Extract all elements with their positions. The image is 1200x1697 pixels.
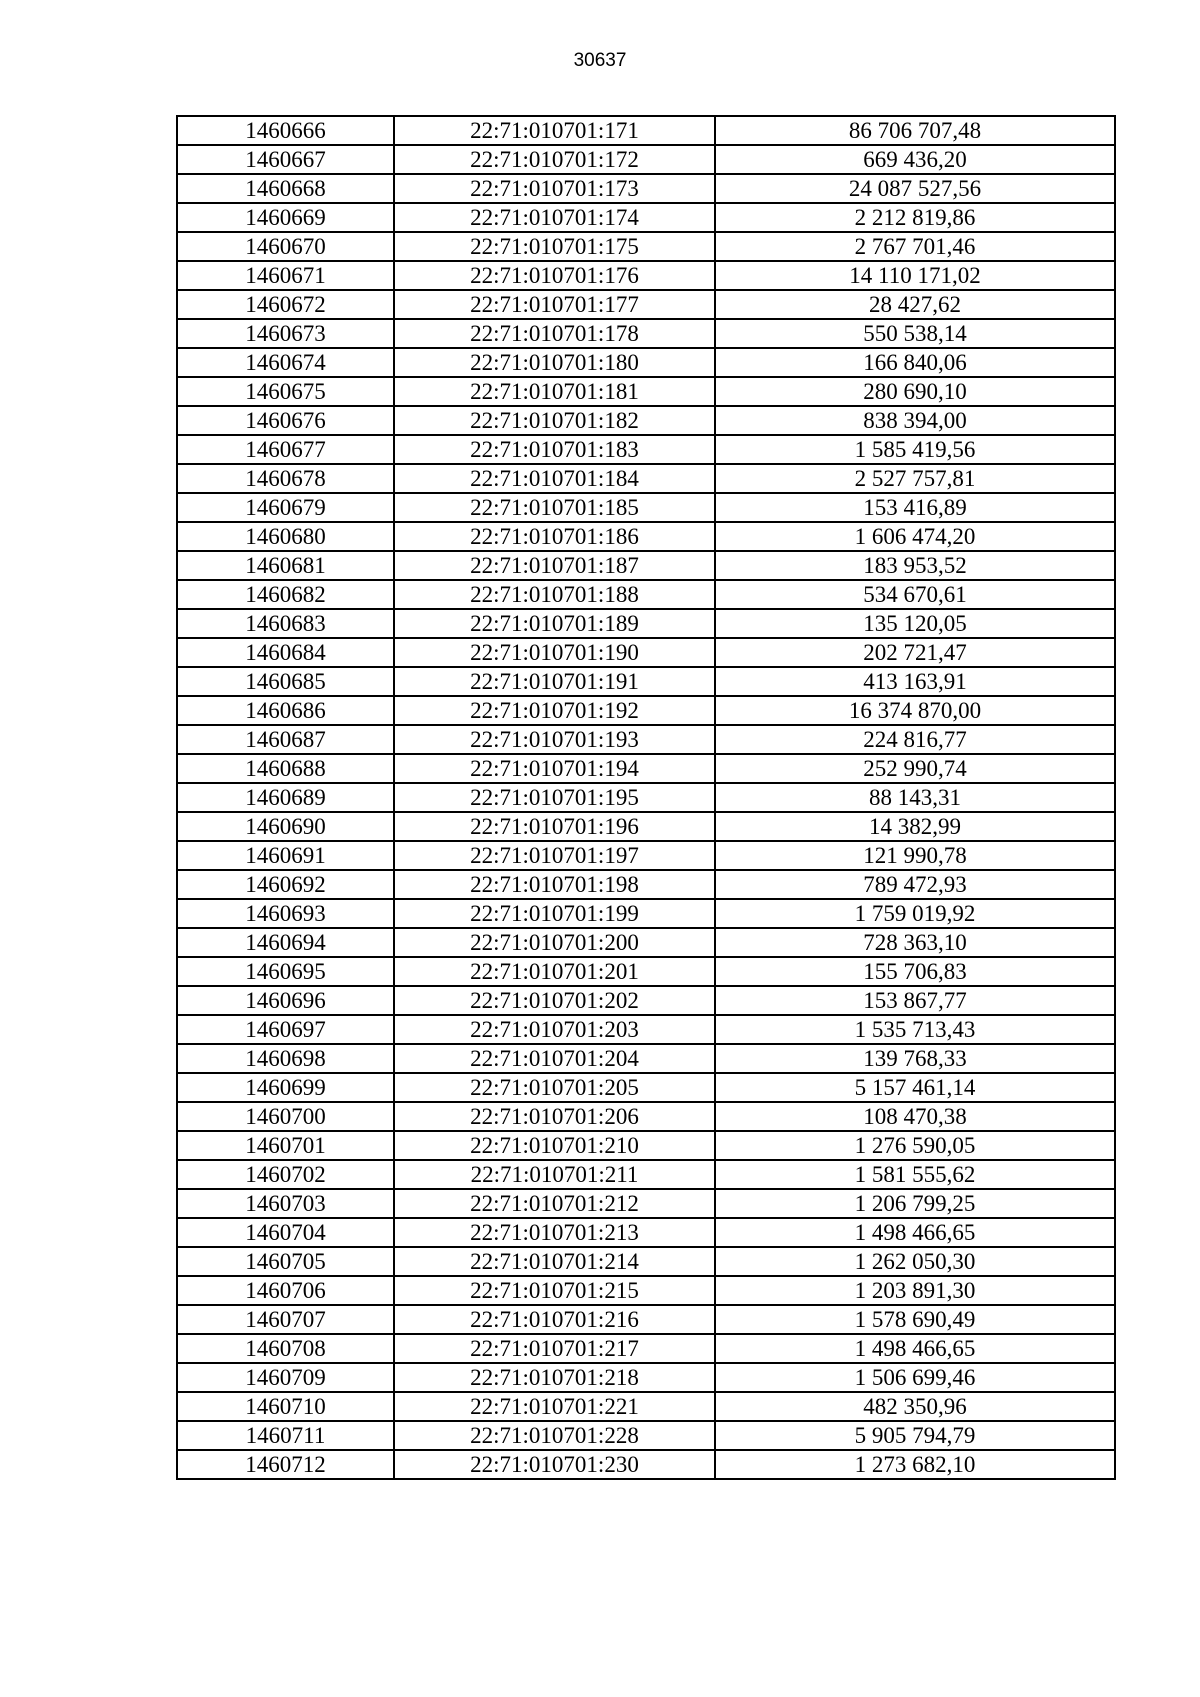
cadastral-value-cell: 2 767 701,46 xyxy=(715,232,1115,261)
cadastral-number-cell: 22:71:010701:228 xyxy=(394,1421,715,1450)
cadastral-number-cell: 22:71:010701:198 xyxy=(394,870,715,899)
table-row xyxy=(177,1189,1115,1218)
cadastral-value-cell: 14 110 171,02 xyxy=(715,261,1115,290)
row-number-cell: 1460709 xyxy=(177,1363,394,1392)
cadastral-number-cell: 22:71:010701:201 xyxy=(394,957,715,986)
row-number-cell: 1460673 xyxy=(177,319,394,348)
cadastral-number-cell: 22:71:010701:196 xyxy=(394,812,715,841)
cadastral-value-cell: 1 203 891,30 xyxy=(715,1276,1115,1305)
row-number-cell: 1460675 xyxy=(177,377,394,406)
cadastral-value-cell: 413 163,91 xyxy=(715,667,1115,696)
row-number-cell: 1460703 xyxy=(177,1189,394,1218)
table-row xyxy=(177,464,1115,493)
row-number-cell: 1460668 xyxy=(177,174,394,203)
cadastral-value-cell: 1 206 799,25 xyxy=(715,1189,1115,1218)
cadastral-number-cell: 22:71:010701:177 xyxy=(394,290,715,319)
row-number-cell: 1460690 xyxy=(177,812,394,841)
cadastral-number-cell: 22:71:010701:185 xyxy=(394,493,715,522)
row-number-cell: 1460710 xyxy=(177,1392,394,1421)
cadastral-number-cell: 22:71:010701:197 xyxy=(394,841,715,870)
table-row xyxy=(177,638,1115,667)
cadastral-number-cell: 22:71:010701:189 xyxy=(394,609,715,638)
row-number-cell: 1460686 xyxy=(177,696,394,725)
row-number-cell: 1460694 xyxy=(177,928,394,957)
row-number-cell: 1460712 xyxy=(177,1450,394,1479)
table-row xyxy=(177,580,1115,609)
cadastral-value-cell: 135 120,05 xyxy=(715,609,1115,638)
cadastral-number-cell: 22:71:010701:200 xyxy=(394,928,715,957)
cadastral-value-cell: 1 606 474,20 xyxy=(715,522,1115,551)
cadastral-value-cell: 789 472,93 xyxy=(715,870,1115,899)
table-row xyxy=(177,870,1115,899)
page-number: 30637 xyxy=(573,50,627,71)
cadastral-value-cell: 1 498 466,65 xyxy=(715,1334,1115,1363)
row-number-cell: 1460681 xyxy=(177,551,394,580)
table-row xyxy=(177,609,1115,638)
cadastral-number-cell: 22:71:010701:173 xyxy=(394,174,715,203)
row-number-cell: 1460705 xyxy=(177,1247,394,1276)
cadastral-value-cell: 1 535 713,43 xyxy=(715,1015,1115,1044)
cadastral-number-cell: 22:71:010701:181 xyxy=(394,377,715,406)
table-row xyxy=(177,986,1115,1015)
cadastral-value-cell: 1 506 699,46 xyxy=(715,1363,1115,1392)
row-number-cell: 1460684 xyxy=(177,638,394,667)
table-row xyxy=(177,1218,1115,1247)
table-row xyxy=(177,1276,1115,1305)
cadastral-number-cell: 22:71:010701:182 xyxy=(394,406,715,435)
cadastral-number-cell: 22:71:010701:205 xyxy=(394,1073,715,1102)
cadastral-number-cell: 22:71:010701:230 xyxy=(394,1450,715,1479)
cadastral-value-cell: 166 840,06 xyxy=(715,348,1115,377)
row-number-cell: 1460707 xyxy=(177,1305,394,1334)
cadastral-number-cell: 22:71:010701:188 xyxy=(394,580,715,609)
table-row xyxy=(177,174,1115,203)
table-row xyxy=(177,1392,1115,1421)
table-row xyxy=(177,725,1115,754)
row-number-cell: 1460678 xyxy=(177,464,394,493)
cadastral-value-table xyxy=(176,115,1116,1480)
cadastral-value-cell: 224 816,77 xyxy=(715,725,1115,754)
table-row xyxy=(177,493,1115,522)
cadastral-number-cell: 22:71:010701:210 xyxy=(394,1131,715,1160)
cadastral-number-cell: 22:71:010701:206 xyxy=(394,1102,715,1131)
cadastral-value-cell: 1 759 019,92 xyxy=(715,899,1115,928)
row-number-cell: 1460666 xyxy=(177,116,394,145)
table-row xyxy=(177,1305,1115,1334)
cadastral-value-cell: 252 990,74 xyxy=(715,754,1115,783)
cadastral-number-cell: 22:71:010701:194 xyxy=(394,754,715,783)
row-number-cell: 1460704 xyxy=(177,1218,394,1247)
row-number-cell: 1460674 xyxy=(177,348,394,377)
cadastral-value-cell: 5 905 794,79 xyxy=(715,1421,1115,1450)
cadastral-number-cell: 22:71:010701:199 xyxy=(394,899,715,928)
table-row xyxy=(177,1450,1115,1479)
table-row xyxy=(177,667,1115,696)
row-number-cell: 1460672 xyxy=(177,290,394,319)
row-number-cell: 1460688 xyxy=(177,754,394,783)
cadastral-value-cell: 121 990,78 xyxy=(715,841,1115,870)
row-number-cell: 1460680 xyxy=(177,522,394,551)
cadastral-number-cell: 22:71:010701:217 xyxy=(394,1334,715,1363)
row-number-cell: 1460711 xyxy=(177,1421,394,1450)
cadastral-number-cell: 22:71:010701:212 xyxy=(394,1189,715,1218)
table-row xyxy=(177,1073,1115,1102)
cadastral-value-cell: 550 538,14 xyxy=(715,319,1115,348)
table-row xyxy=(177,203,1115,232)
cadastral-value-cell: 280 690,10 xyxy=(715,377,1115,406)
cadastral-number-cell: 22:71:010701:195 xyxy=(394,783,715,812)
cadastral-value-cell: 1 585 419,56 xyxy=(715,435,1115,464)
cadastral-value-cell: 2 527 757,81 xyxy=(715,464,1115,493)
table-row xyxy=(177,435,1115,464)
row-number-cell: 1460676 xyxy=(177,406,394,435)
cadastral-number-cell: 22:71:010701:213 xyxy=(394,1218,715,1247)
cadastral-number-cell: 22:71:010701:178 xyxy=(394,319,715,348)
cadastral-number-cell: 22:71:010701:183 xyxy=(394,435,715,464)
cadastral-value-cell: 202 721,47 xyxy=(715,638,1115,667)
cadastral-number-cell: 22:71:010701:174 xyxy=(394,203,715,232)
table-row xyxy=(177,1160,1115,1189)
cadastral-number-cell: 22:71:010701:186 xyxy=(394,522,715,551)
cadastral-number-cell: 22:71:010701:171 xyxy=(394,116,715,145)
cadastral-number-cell: 22:71:010701:175 xyxy=(394,232,715,261)
table-row xyxy=(177,290,1115,319)
cadastral-value-cell: 669 436,20 xyxy=(715,145,1115,174)
cadastral-value-cell: 728 363,10 xyxy=(715,928,1115,957)
row-number-cell: 1460706 xyxy=(177,1276,394,1305)
row-number-cell: 1460697 xyxy=(177,1015,394,1044)
table-row xyxy=(177,1131,1115,1160)
cadastral-value-cell: 1 498 466,65 xyxy=(715,1218,1115,1247)
row-number-cell: 1460677 xyxy=(177,435,394,464)
cadastral-number-cell: 22:71:010701:215 xyxy=(394,1276,715,1305)
cadastral-value-cell: 1 273 682,10 xyxy=(715,1450,1115,1479)
table-row xyxy=(177,1247,1115,1276)
cadastral-number-cell: 22:71:010701:187 xyxy=(394,551,715,580)
cadastral-number-cell: 22:71:010701:193 xyxy=(394,725,715,754)
row-number-cell: 1460693 xyxy=(177,899,394,928)
table-row xyxy=(177,1044,1115,1073)
table-row xyxy=(177,1334,1115,1363)
row-number-cell: 1460699 xyxy=(177,1073,394,1102)
row-number-cell: 1460701 xyxy=(177,1131,394,1160)
cadastral-number-cell: 22:71:010701:214 xyxy=(394,1247,715,1276)
table-body xyxy=(177,116,1115,1479)
table-row xyxy=(177,1015,1115,1044)
row-number-cell: 1460708 xyxy=(177,1334,394,1363)
cadastral-value-cell: 88 143,31 xyxy=(715,783,1115,812)
table-row xyxy=(177,899,1115,928)
row-number-cell: 1460671 xyxy=(177,261,394,290)
cadastral-value-cell: 482 350,96 xyxy=(715,1392,1115,1421)
cadastral-number-cell: 22:71:010701:202 xyxy=(394,986,715,1015)
row-number-cell: 1460692 xyxy=(177,870,394,899)
row-number-cell: 1460670 xyxy=(177,232,394,261)
cadastral-value-cell: 14 382,99 xyxy=(715,812,1115,841)
table-row xyxy=(177,1363,1115,1392)
cadastral-number-cell: 22:71:010701:203 xyxy=(394,1015,715,1044)
table-row xyxy=(177,957,1115,986)
cadastral-value-cell: 139 768,33 xyxy=(715,1044,1115,1073)
cadastral-number-cell: 22:71:010701:216 xyxy=(394,1305,715,1334)
row-number-cell: 1460696 xyxy=(177,986,394,1015)
table-row xyxy=(177,348,1115,377)
table-row xyxy=(177,696,1115,725)
cadastral-value-cell: 183 953,52 xyxy=(715,551,1115,580)
cadastral-number-cell: 22:71:010701:184 xyxy=(394,464,715,493)
cadastral-number-cell: 22:71:010701:192 xyxy=(394,696,715,725)
row-number-cell: 1460687 xyxy=(177,725,394,754)
cadastral-value-cell: 153 867,77 xyxy=(715,986,1115,1015)
row-number-cell: 1460682 xyxy=(177,580,394,609)
row-number-cell: 1460669 xyxy=(177,203,394,232)
cadastral-value-cell: 153 416,89 xyxy=(715,493,1115,522)
cadastral-number-cell: 22:71:010701:191 xyxy=(394,667,715,696)
cadastral-value-cell: 2 212 819,86 xyxy=(715,203,1115,232)
row-number-cell: 1460695 xyxy=(177,957,394,986)
row-number-cell: 1460691 xyxy=(177,841,394,870)
row-number-cell: 1460702 xyxy=(177,1160,394,1189)
cadastral-number-cell: 22:71:010701:190 xyxy=(394,638,715,667)
cadastral-number-cell: 22:71:010701:211 xyxy=(394,1160,715,1189)
row-number-cell: 1460685 xyxy=(177,667,394,696)
table-row xyxy=(177,812,1115,841)
table-row xyxy=(177,551,1115,580)
table-row xyxy=(177,841,1115,870)
row-number-cell: 1460683 xyxy=(177,609,394,638)
table-row xyxy=(177,377,1115,406)
row-number-cell: 1460700 xyxy=(177,1102,394,1131)
cadastral-value-cell: 155 706,83 xyxy=(715,957,1115,986)
cadastral-value-cell: 16 374 870,00 xyxy=(715,696,1115,725)
cadastral-value-cell: 24 087 527,56 xyxy=(715,174,1115,203)
table-row xyxy=(177,1102,1115,1131)
table-row xyxy=(177,319,1115,348)
cadastral-value-cell: 838 394,00 xyxy=(715,406,1115,435)
table-row xyxy=(177,116,1115,145)
cadastral-number-cell: 22:71:010701:218 xyxy=(394,1363,715,1392)
row-number-cell: 1460698 xyxy=(177,1044,394,1073)
cadastral-value-cell: 534 670,61 xyxy=(715,580,1115,609)
cadastral-number-cell: 22:71:010701:172 xyxy=(394,145,715,174)
table-row xyxy=(177,232,1115,261)
table-row xyxy=(177,145,1115,174)
cadastral-value-cell: 1 276 590,05 xyxy=(715,1131,1115,1160)
cadastral-value-cell: 108 470,38 xyxy=(715,1102,1115,1131)
table-row xyxy=(177,261,1115,290)
cadastral-number-cell: 22:71:010701:204 xyxy=(394,1044,715,1073)
table-row xyxy=(177,783,1115,812)
cadastral-value-cell: 5 157 461,14 xyxy=(715,1073,1115,1102)
cadastral-value-cell: 86 706 707,48 xyxy=(715,116,1115,145)
cadastral-value-cell: 28 427,62 xyxy=(715,290,1115,319)
table-row xyxy=(177,754,1115,783)
cadastral-number-cell: 22:71:010701:221 xyxy=(394,1392,715,1421)
table-row xyxy=(177,1421,1115,1450)
cadastral-value-cell: 1 581 555,62 xyxy=(715,1160,1115,1189)
cadastral-value-cell: 1 262 050,30 xyxy=(715,1247,1115,1276)
table-row xyxy=(177,522,1115,551)
table-row xyxy=(177,928,1115,957)
table-row xyxy=(177,406,1115,435)
row-number-cell: 1460667 xyxy=(177,145,394,174)
cadastral-number-cell: 22:71:010701:180 xyxy=(394,348,715,377)
row-number-cell: 1460689 xyxy=(177,783,394,812)
row-number-cell: 1460679 xyxy=(177,493,394,522)
cadastral-value-cell: 1 578 690,49 xyxy=(715,1305,1115,1334)
cadastral-number-cell: 22:71:010701:176 xyxy=(394,261,715,290)
